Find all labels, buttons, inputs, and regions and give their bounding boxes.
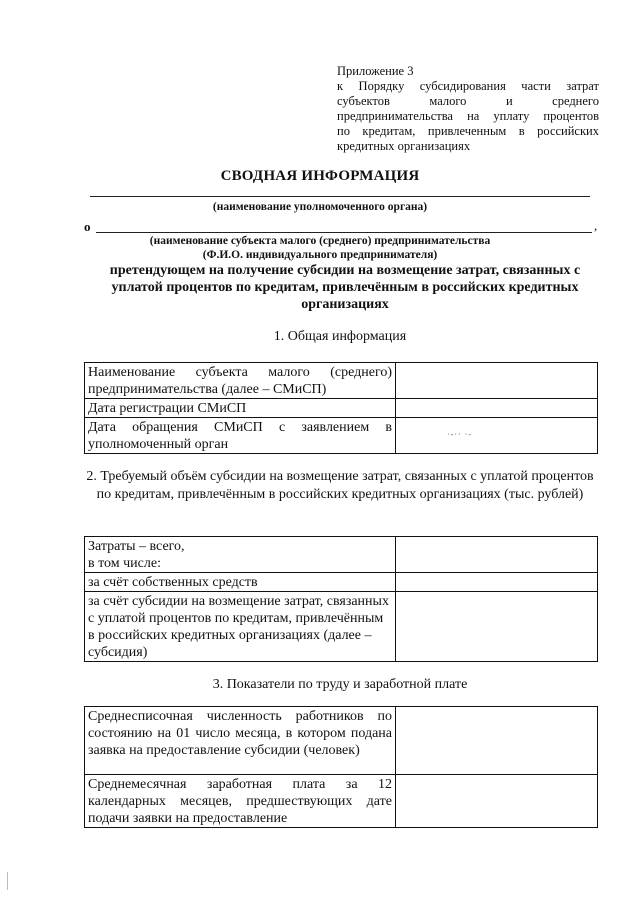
appendix-line: кредитных организациях: [337, 139, 471, 153]
table-cell-label: Дата обращения СМиСП с заявлением в уполномоченный орган: [85, 418, 396, 454]
appendix-line: субъектов малого и среднего: [337, 94, 599, 108]
table-cell-label: за счёт субсидии на возмещение затрат, связанных с уплатой процентов по кредитам, привлечённым в российских кредитных организациях (далее – субсидия): [85, 592, 396, 662]
section-1-heading: 1. Общая информация: [273, 329, 407, 344]
claim-text: претендующем на получение субсидии на возмещение затрат, связанных с уплатой процентов по кредитам, привлечённым в российских кредитных организациях: [109, 263, 581, 312]
table-row: [85, 775, 598, 828]
table-row: [85, 363, 598, 399]
table-cell-label: Среднесписочная численность работников по состоянию на 01 число месяца, в котором подана заявка на предоставление субсидии (человек): [85, 707, 396, 775]
organ-name-line: [90, 196, 590, 197]
appendix-block: [337, 64, 599, 154]
table-row: [85, 537, 598, 573]
appendix-line: к Порядку субсидирования части затрат: [337, 79, 599, 93]
subject-caption: (наименование субъекта малого (среднего) предпринимательства: [149, 235, 491, 247]
organ-caption: (наименование уполномоченного органа): [212, 201, 428, 213]
comma: ,: [594, 218, 598, 233]
table-cell-label: Затраты – всего, в том числе:: [85, 537, 396, 573]
subject-name-line: [96, 232, 592, 233]
table-cell-label: Среднемесячная заработная плата за 12 календарных месяцев, предшествующих дате подачи заявки на предоставление: [85, 775, 396, 828]
table-cell-value[interactable]: [396, 775, 598, 828]
o-letter: о: [84, 219, 91, 234]
appendix-line: по кредитам, привлеченным в российских: [337, 124, 599, 138]
table-cell-label: за счёт собственных средств: [85, 573, 396, 592]
table-cell-value[interactable]: [396, 418, 598, 454]
appendix-line: предпринимательства на уплату процентов: [337, 109, 599, 123]
table-cell-label: Наименование субъекта малого (среднего) предпринимательства (далее – СМиСП): [85, 363, 396, 399]
section-2-heading: 2. Требуемый объём субсидии на возмещение затрат, связанных с уплатой процентов по кредитам, привлечённым в российских кредитных организациях (тыс. рублей): [86, 469, 594, 502]
table-cell-label: Дата регистрации СМиСП: [85, 399, 396, 418]
appendix-line: Приложение 3: [337, 64, 414, 78]
table-row: [85, 592, 598, 662]
subsidy-volume-table: [84, 536, 598, 662]
stray-mark: ·-·· ·-: [447, 430, 472, 439]
table-cell-value[interactable]: [396, 592, 598, 662]
table-cell-value[interactable]: [396, 707, 598, 775]
table-cell-value[interactable]: [396, 363, 598, 399]
table-row: [85, 399, 598, 418]
labor-indicators-table: [84, 706, 598, 828]
table-row: [85, 707, 598, 775]
table-row: [85, 418, 598, 454]
scan-margin-mark: [7, 872, 8, 890]
general-info-table: [84, 362, 598, 454]
section-3-heading: 3. Показатели по труду и заработной плате: [212, 677, 468, 692]
document-title: СВОДНАЯ ИНФОРМАЦИЯ: [220, 168, 420, 184]
table-cell-value[interactable]: [396, 399, 598, 418]
table-row: [85, 573, 598, 592]
table-cell-value[interactable]: [396, 537, 598, 573]
entrepreneur-caption: (Ф.И.О. индивидуального предпринимателя): [202, 249, 438, 261]
table-cell-value[interactable]: [396, 573, 598, 592]
